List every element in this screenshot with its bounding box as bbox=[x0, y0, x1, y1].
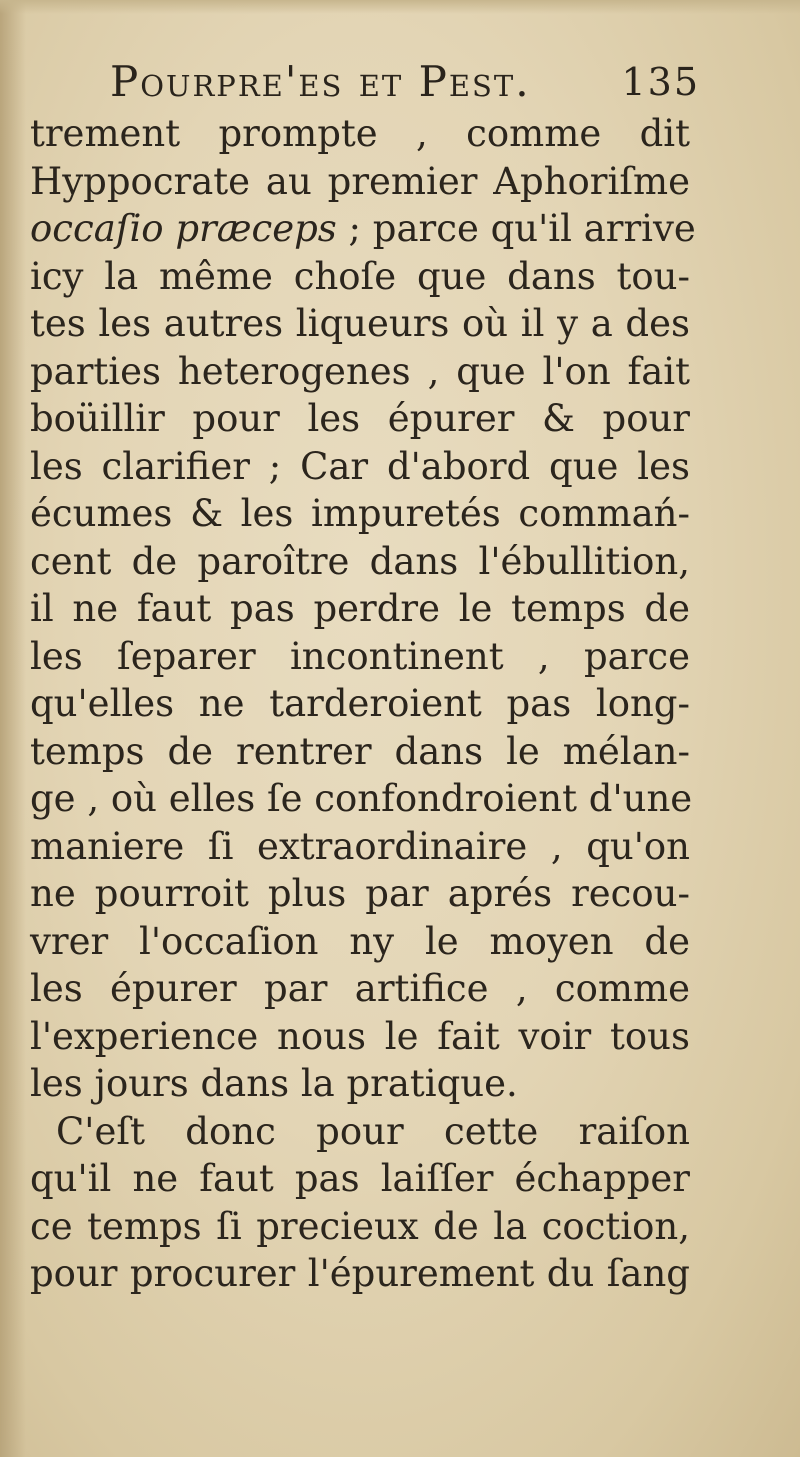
text-line-rest: ; parce qu'il arrive bbox=[336, 207, 696, 250]
text-line: les épurer par artifice , comme bbox=[30, 967, 690, 1010]
body-text bbox=[30, 110, 696, 1298]
text-line: ge , où elles ſe confondroient d'une bbox=[30, 777, 693, 820]
text-line: cent de paroître dans l'ébullition, bbox=[30, 539, 690, 583]
text-line: trement prompte , comme dit bbox=[30, 112, 690, 155]
text-line: les clarifier ; Car d'abord que les bbox=[30, 444, 690, 488]
text-line: vrer l'occaſion ny le moyen de bbox=[30, 919, 690, 963]
text-line: l'experience nous le fait voir tous bbox=[30, 1014, 690, 1058]
latin-quote: occaſio præceps bbox=[30, 207, 337, 250]
text-line: tes les autres liqueurs où il y a des bbox=[30, 302, 690, 345]
page-header bbox=[110, 52, 700, 112]
text-line: temps de rentrer dans le mélan- bbox=[30, 729, 690, 773]
text-line: parties heterogenes , que l'on fait bbox=[30, 349, 690, 393]
text-line: ce temps ſi precieux de la coction, bbox=[30, 1204, 690, 1248]
text-line-with-latin-quote bbox=[30, 205, 696, 253]
text-line: les ſeparer incontinent , parce bbox=[30, 634, 690, 678]
text-line: écumes & les impuretés commań- bbox=[30, 492, 690, 535]
text-line: boüillir pour les épurer & pour bbox=[30, 397, 690, 440]
running-title: Pourpre'es et Pest. bbox=[110, 57, 531, 106]
paragraph-end-line: les jours dans la pratique. bbox=[30, 1062, 518, 1105]
text-line: icy la même choſe que dans tou- bbox=[30, 254, 690, 298]
text-line: qu'elles ne tarderoient pas long- bbox=[30, 682, 690, 725]
text-line: Hyppocrate au premier Aphoriſme bbox=[30, 159, 690, 203]
page-number: 135 bbox=[621, 60, 700, 104]
gutter-shadow bbox=[0, 0, 26, 1457]
text-line: maniere ſi extraordinaire , qu'on bbox=[30, 824, 690, 868]
text-line: ne pourroit plus par aprés recou- bbox=[30, 872, 690, 915]
paragraph-start-line: C'eſt donc pour cette raiſon bbox=[56, 1109, 690, 1153]
text-line: qu'il ne faut pas laiſſer échapper bbox=[30, 1157, 690, 1200]
text-line: il ne faut pas perdre le temps de bbox=[30, 587, 690, 630]
text-line: pour procurer l'épurement du ſang bbox=[30, 1252, 690, 1295]
page-edge-shadow bbox=[0, 0, 800, 14]
